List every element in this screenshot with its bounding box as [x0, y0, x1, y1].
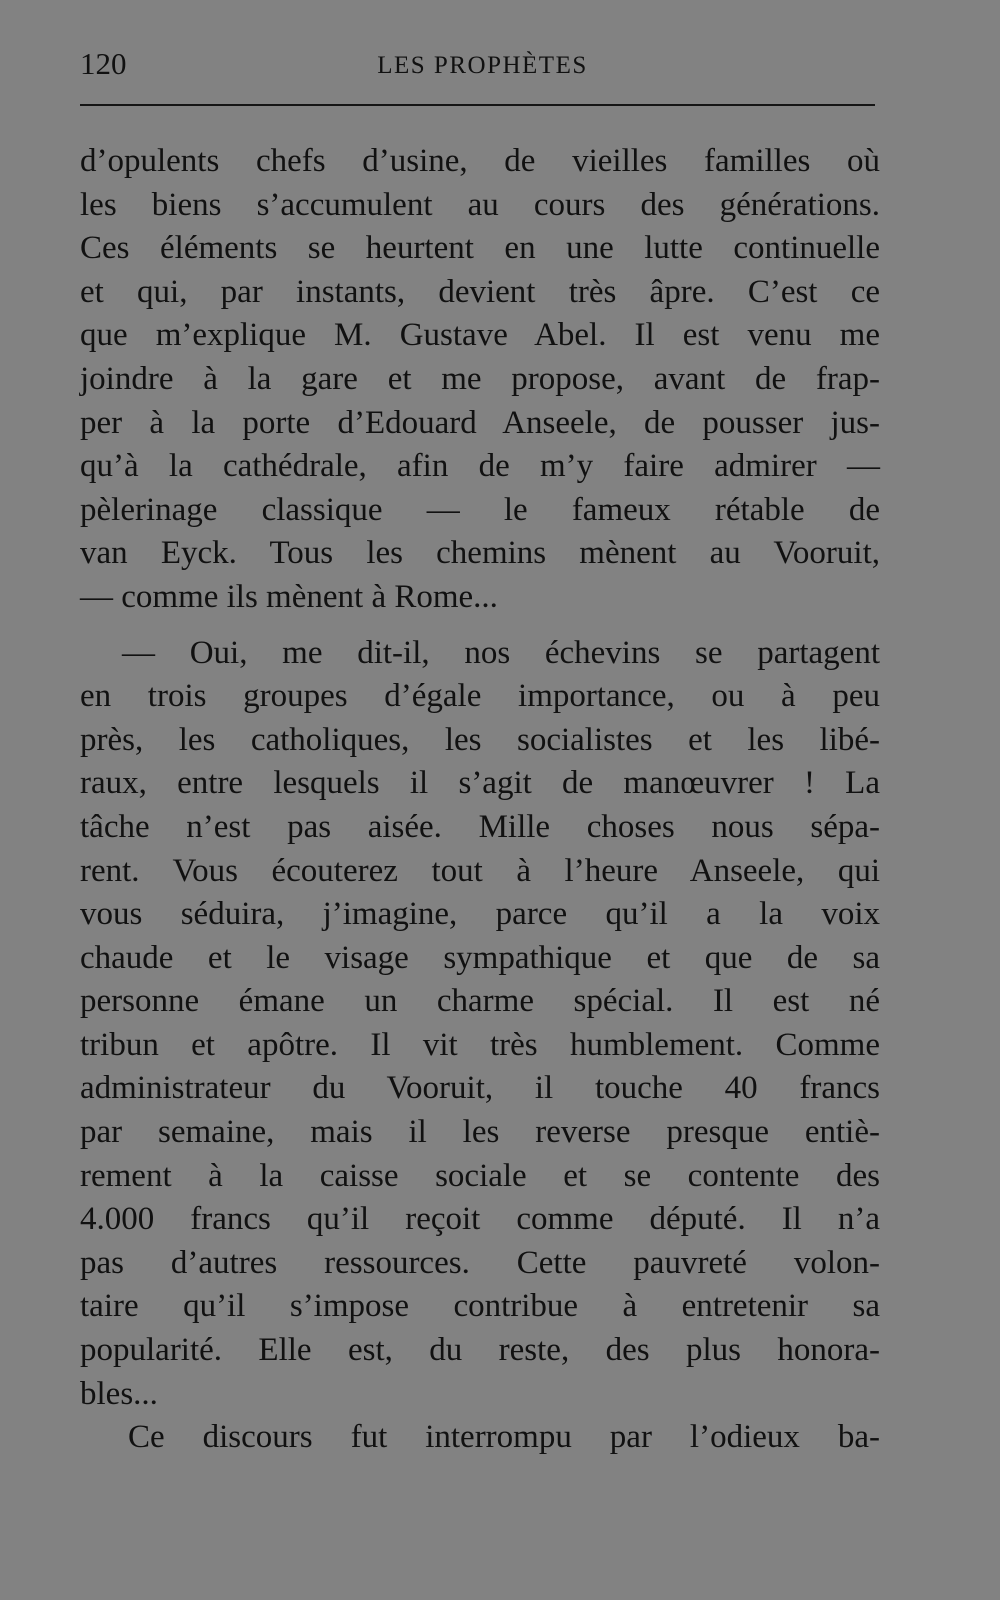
text-line: popularité. Elle est, du reste, des plus honora-: [80, 1332, 880, 1369]
text-line: van Eyck. Tous les chemins mènent au Vooruit,: [80, 535, 880, 572]
text-line: joindre à la gare et me propose, avant de frap-: [80, 360, 880, 397]
header-rule: [80, 104, 875, 106]
text-line: 4.000 francs qu’il reçoit comme député. Il n’a: [80, 1201, 880, 1238]
text-line: et qui, par instants, devient très âpre. C’est ce: [80, 273, 880, 310]
text-line: Ces éléments se heurtent en une lutte continuelle: [80, 230, 880, 267]
text-line: — comme ils mènent à Rome...: [80, 578, 498, 615]
text-line: tâche n’est pas aisée. Mille choses nous sépa-: [80, 808, 880, 845]
page-header: [80, 44, 875, 84]
text-line: qu’à la cathédrale, afin de m’y faire admirer —: [80, 448, 880, 485]
text-line: Ce discours fut interrompu par l’odieux ba-: [128, 1419, 880, 1456]
text-line: vous séduira, j’imagine, parce qu’il a la voix: [80, 896, 880, 933]
text-line: en trois groupes d’égale importance, ou à peu: [80, 678, 880, 715]
text-line: chaude et le visage sympathique et que de sa: [80, 939, 880, 976]
text-line: tribun et apôtre. Il vit très humblement. Comme: [80, 1026, 880, 1063]
text-line: d’opulents chefs d’usine, de vieilles familles où: [80, 143, 880, 179]
text-line: per à la porte d’Edouard Anseele, de pousser jus-: [80, 404, 880, 441]
paragraph: [80, 632, 880, 1417]
text-line: personne émane un charme spécial. Il est né: [80, 983, 880, 1020]
body-text: [80, 140, 880, 1460]
paragraph: [80, 140, 880, 620]
text-line: bles...: [80, 1375, 158, 1412]
text-line: raux, entre lesquels il s’agit de manœuvrer ! La: [80, 765, 880, 802]
text-line: rent. Vous écouterez tout à l’heure Anseele, qui: [80, 852, 880, 889]
paragraph-gap: [80, 620, 880, 632]
text-line: rement à la caisse sociale et se contente des: [80, 1157, 880, 1194]
text-line: pèlerinage classique — le fameux rétable de: [80, 491, 880, 528]
text-line: les biens s’accumulent au cours des générations.: [80, 186, 880, 223]
text-line: près, les catholiques, les socialistes et les libé-: [80, 721, 880, 758]
text-line: pas d’autres ressources. Cette pauvreté volon-: [80, 1244, 880, 1281]
text-line: que m’explique M. Gustave Abel. Il est venu me: [80, 317, 880, 354]
paragraph: [80, 1416, 880, 1460]
running-title: LES PROPHÈTES: [377, 52, 588, 79]
text-line: — Oui, me dit-il, nos échevins se partagent: [122, 634, 880, 671]
text-line: taire qu’il s’impose contribue à entretenir sa: [80, 1288, 880, 1325]
text-line: par semaine, mais il les reverse presque entiè-: [80, 1114, 880, 1151]
text-line: administrateur du Vooruit, il touche 40 francs: [80, 1070, 880, 1107]
page-number: 120: [80, 46, 127, 81]
